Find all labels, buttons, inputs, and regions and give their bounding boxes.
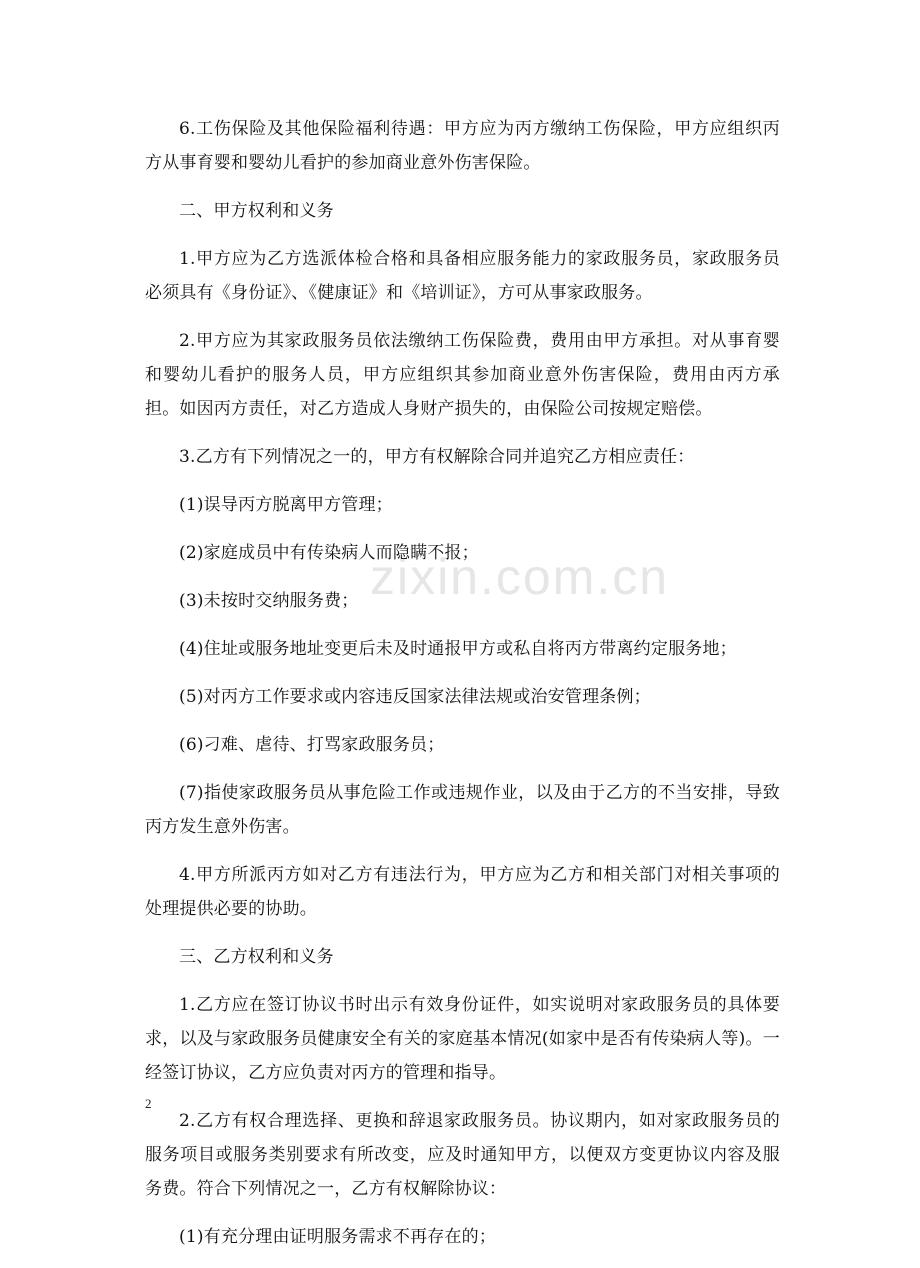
page-number: 2 bbox=[145, 1096, 152, 1111]
section-heading-party-a: 二、甲方权利和义务 bbox=[179, 201, 334, 221]
watermark: zixin.com.cn bbox=[370, 549, 670, 605]
paragraph-b-1: 1.乙方应在签订协议书时出示有效身份证件，如实说明对家政服务员的具体要求，以及与家政服务员健康安全有关的家庭基本情况(如家中是否有传染病人等)。一经签订协议，乙方应负责对丙方的管理和指导。 bbox=[145, 995, 780, 1083]
paragraph-a-3: 3.乙方有下列情况之一的，甲方有权解除合同并追究乙方相应责任： bbox=[179, 447, 695, 467]
list-item-a-3-3: (3)未按时交纳服务费； bbox=[179, 591, 359, 611]
paragraph-6-insurance: 6.工伤保险及其他保险福利待遇：甲方应为丙方缴纳工伤保险，甲方应组织丙方从事育婴和婴幼儿看护的参加商业意外伤害保险。 bbox=[145, 119, 780, 173]
paragraph-a-2: 2.甲方应为其家政服务员依法缴纳工伤保险费，费用由甲方承担。对从事育婴和婴幼儿看护的服务人员，甲方应组织其参加商业意外伤害保险，费用由丙方承担。如因丙方责任，对乙方造成人身财产损失的，由保险公司按规定赔偿。 bbox=[145, 331, 780, 419]
list-item-a-3-1: (1)误导丙方脱离甲方管理； bbox=[179, 495, 393, 515]
list-item-a-3-5: (5)对丙方工作要求或内容违反国家法律法规或治安管理条例； bbox=[179, 687, 651, 707]
list-item-a-3-6: (6)刁难、虐待、打骂家政服务员； bbox=[179, 735, 445, 755]
paragraph-a-1: 1.甲方应为乙方选派体检合格和具备相应服务能力的家政服务员，家政服务员必须具有《身份证》、《健康证》和《培训证》，方可从事家政服务。 bbox=[145, 249, 780, 303]
list-item-a-3-2: (2)家庭成员中有传染病人而隐瞒不报； bbox=[179, 543, 479, 563]
list-item-b-2-1: (1)有充分理由证明服务需求不再存在的； bbox=[179, 1227, 497, 1247]
document-body bbox=[145, 112, 780, 1268]
paragraph-a-4: 4.甲方所派丙方如对乙方有违法行为，甲方应为乙方和相关部门对相关事项的处理提供必要的协助。 bbox=[145, 865, 780, 919]
section-heading-party-b: 三、乙方权利和义务 bbox=[179, 947, 334, 967]
list-item-a-3-4: (4)住址或服务地址变更后未及时通报甲方或私自将丙方带离约定服务地； bbox=[179, 639, 737, 659]
paragraph-b-2: 2.乙方有权合理选择、更换和辞退家政服务员。协议期内，如对家政服务员的服务项目或服务类别要求有所改变，应及时通知甲方，以便双方变更协议内容及服务费。符合下列情况之一，乙方有权解除协议： bbox=[145, 1111, 780, 1199]
list-item-a-3-7: (7)指使家政服务员从事危险工作或违规作业，以及由于乙方的不当安排，导致丙方发生意外伤害。 bbox=[145, 783, 780, 837]
